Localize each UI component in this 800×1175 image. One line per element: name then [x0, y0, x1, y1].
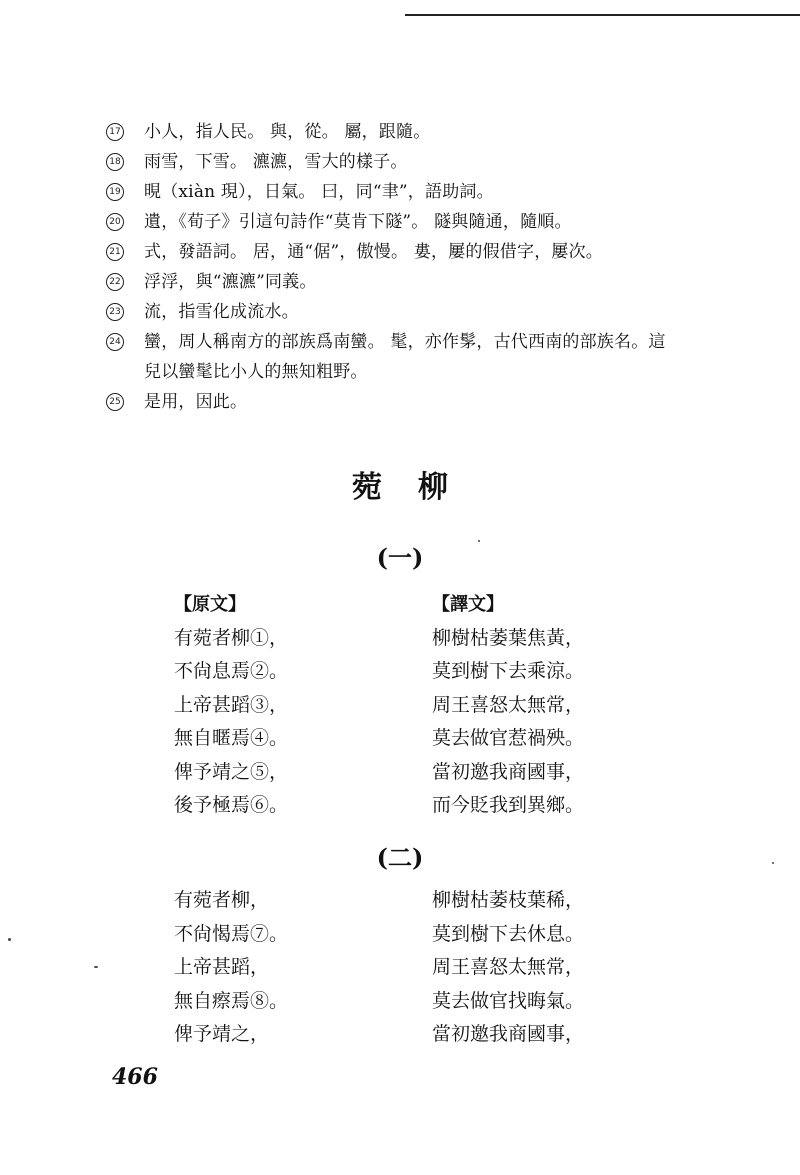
footnote: [106, 387, 706, 417]
scan-speck: [94, 966, 98, 968]
footnote-text: 浮浮，與“瀌瀌”同義。: [144, 272, 317, 292]
page-number: 466: [112, 1064, 158, 1090]
translation-header: 【譯文】: [432, 594, 504, 615]
translation-line: 莫去做官惹禍殃。: [432, 727, 585, 749]
translation-line: 當初邀我商國事，: [432, 1023, 585, 1045]
footnote-text: 晛（xiàn 現），日氣。 曰，同“聿”，語助詞。: [144, 182, 494, 202]
verse-line: 不尙愒焉⑦。: [174, 922, 289, 945]
footnote-number: 24: [106, 333, 124, 351]
verse-line: 上帝甚蹈，: [174, 956, 270, 978]
translation-line: 莫去做官找晦氣。: [432, 989, 585, 1012]
verse-line: 後予極焉⑥。: [174, 794, 289, 816]
footnote: [106, 207, 706, 237]
footnote: [106, 237, 706, 267]
footnote: [106, 267, 706, 297]
translation-line: 莫到樹下去乘涼。: [432, 660, 585, 682]
translation-line: 而今貶我到異鄉。: [432, 794, 585, 816]
verse-line: 有菀者柳①，: [174, 626, 289, 649]
original-column-1: [174, 588, 288, 823]
translation-line: 柳樹枯萎枝葉稀，: [432, 889, 585, 911]
translation-column-2: [432, 884, 584, 1052]
top-rule: [405, 14, 800, 16]
footnote: [106, 327, 706, 387]
footnote-number: 23: [106, 303, 124, 321]
footnote-text-continued: 兒以蠻髦比小人的無知粗野。: [144, 362, 368, 382]
verse-line: 上帝甚蹈③，: [174, 693, 289, 716]
verse-line: 有菀者柳，: [174, 889, 270, 911]
scan-speck: [478, 540, 480, 542]
footnote-text: 蠻，周人稱南方的部族爲南蠻。 髦，亦作髳，古代西南的部族名。這: [144, 332, 666, 352]
footnote: [106, 117, 706, 147]
footnote-number: 25: [106, 393, 124, 411]
translation-column-1: [432, 588, 584, 823]
translation-line: 柳樹枯萎葉焦黃，: [432, 626, 585, 649]
footnote-number: 21: [106, 243, 124, 261]
verse-line: 無自瘵焉⑧。: [174, 989, 289, 1012]
translation-line: 當初邀我商國事，: [432, 760, 585, 783]
footnote: [106, 147, 706, 177]
scan-speck: [772, 862, 774, 864]
translation-line: 莫到樹下去休息。: [432, 922, 585, 945]
footnote-text: 式，發語詞。 居，通“倨”，傲慢。 婁，屢的假借字，屢次。: [144, 242, 603, 262]
poem-title: 菀柳: [352, 470, 484, 505]
footnote-text: 遺，《荀子》引這句詩作“莫肯下隧”。 隧與隨通，隨順。: [144, 212, 572, 232]
section-heading-1: (一): [376, 543, 424, 572]
footnote-text: 流，指雪化成流水。: [144, 302, 299, 322]
footnote-number: 17: [106, 123, 124, 141]
footnote-number: 19: [106, 183, 124, 201]
footnote: [106, 177, 706, 207]
verse-line: 無自暱焉④。: [174, 727, 289, 749]
footnote-number: 18: [106, 153, 124, 171]
footnotes: [106, 117, 706, 417]
verse-line: 俾予靖之⑤，: [174, 760, 289, 783]
section-heading-2: (二): [376, 843, 424, 872]
footnote: [106, 297, 706, 327]
original-column-2: [174, 884, 288, 1052]
translation-line: 周王喜怒太無常，: [432, 693, 585, 716]
footnote-text: 雨雪，下雪。 瀌瀌，雪大的樣子。: [144, 152, 408, 172]
footnote-number: 20: [106, 213, 124, 231]
verse-line: 俾予靖之，: [174, 1023, 270, 1045]
footnote-text: 是用，因此。: [144, 392, 248, 412]
footnote-number: 22: [106, 273, 124, 291]
translation-line: 周王喜怒太無常，: [432, 956, 585, 978]
footnote-text: 小人，指人民。 與，從。 屬，跟隨。: [144, 122, 431, 142]
verse-line: 不尙息焉②。: [174, 660, 289, 682]
scan-speck: [8, 938, 11, 941]
original-header: 【原文】: [174, 594, 246, 615]
